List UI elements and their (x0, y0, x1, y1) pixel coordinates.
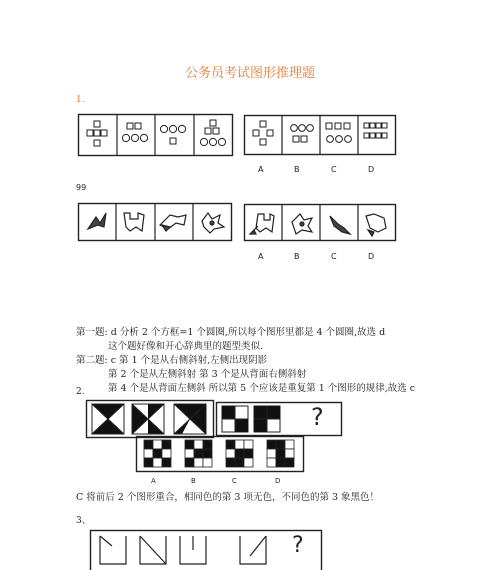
q1-option-a-label: A (258, 165, 263, 174)
q2-option-grid-cell (235, 449, 244, 458)
q2-option-grid-cell (162, 440, 171, 449)
q2-question-mark: ? (311, 403, 324, 431)
q99-option-c-label: C (331, 252, 337, 261)
q2-option-grid-cell (203, 440, 212, 449)
q2-option-grid-cell (285, 440, 294, 449)
q2-option-grid-cell (153, 458, 162, 467)
q2-option-d-label: D (275, 477, 280, 485)
q2-option-grid-cell (276, 449, 285, 458)
q2-option-grid-cell (144, 440, 153, 449)
q2-option-grid-cell (267, 458, 276, 467)
q1-options-figure (244, 115, 396, 155)
q99-options-figure (244, 204, 396, 241)
q99-option-a-label: A (258, 252, 263, 261)
q2-sequence-figure (86, 400, 214, 438)
q2-option-grid-cell (194, 458, 203, 467)
q2-option-grid-cell (226, 449, 235, 458)
answer-line-4: 第 2 个是从左侧斜射 第 3 个是从背面右侧斜射 (108, 368, 306, 382)
q3-question-mark: ? (292, 533, 304, 558)
answer-line-2: 这个题好像和开心辞典里的题型类似. (108, 340, 263, 354)
q2-explanation: C 将前后 2 个图形重合，相同色的第 3 项无色，不同色的第 3 象黑色！ (76, 491, 379, 505)
q2-option-grid-cell (162, 458, 171, 467)
q2-option-grid-cell (144, 449, 153, 458)
question-99-number: 99 (76, 183, 86, 192)
q2-option-grid-cell (235, 458, 244, 467)
q2-option-grid-cell (194, 449, 203, 458)
q2-option-grid-cell (267, 449, 276, 458)
q2-option-b-label: B (191, 477, 196, 485)
q1-option-c-label: C (331, 165, 337, 174)
q99-option-b-label: B (294, 252, 300, 261)
question-3-number: 3、 (76, 514, 91, 528)
q2-option-grid-cell (244, 458, 253, 467)
q1-option-d-label: D (368, 165, 374, 174)
q2-option-grid-cell (185, 440, 194, 449)
answer-line-3: 第二题: c 第 1 个是从右侧斜射,左侧出现阴影 (76, 354, 267, 368)
q2-option-grid-cell (276, 458, 285, 467)
question-2-number: 2. (76, 385, 85, 399)
answer-line-1: 第一题: d 分析 2 个方框=1 个圆圈,所以每个图形里都是 4 个圆圈,故选 d (76, 326, 385, 340)
q2-option-grid-cell (244, 440, 253, 449)
q2-option-grid-cell (276, 440, 285, 449)
q99-option-d-label: D (368, 252, 374, 261)
q2-option-grid-cell (203, 449, 212, 458)
q2-option-grid-cell (144, 458, 153, 467)
q2-option-grid-cell (226, 458, 235, 467)
q2-option-grid-cell (226, 440, 235, 449)
q2-option-grid-cell (194, 440, 203, 449)
q2-option-a-label: A (151, 477, 156, 485)
q2-option-grid-cell (203, 458, 212, 467)
q1-sequence-figure (78, 114, 233, 156)
q2-options-figure (136, 436, 304, 472)
q2-option-grid-cell (235, 440, 244, 449)
q2-option-grid-cell (285, 458, 294, 467)
q2-option-grid-cell (185, 449, 194, 458)
q2-option-grid-cell (153, 440, 162, 449)
q3-sequence-figure (90, 530, 322, 570)
q2-option-grid-cell (185, 458, 194, 467)
q2-option-grid-cell (162, 449, 171, 458)
page-title: 公务员考试图形推理题 (0, 62, 500, 81)
q2-option-c-label: C (232, 477, 237, 485)
question-1-number: 1. (76, 95, 85, 105)
q2-option-grid-cell (244, 449, 253, 458)
answer-line-5: 第 4 个是从背面左侧斜 所以第 5 个应该是重复第 1 个图形的规律,故选 c (108, 382, 415, 396)
q99-sequence-figure (78, 203, 232, 241)
q2-option-grid-cell (153, 449, 162, 458)
q2-option-grid-cell (285, 449, 294, 458)
q1-option-b-label: B (294, 165, 300, 174)
q2-option-grid-cell (267, 440, 276, 449)
